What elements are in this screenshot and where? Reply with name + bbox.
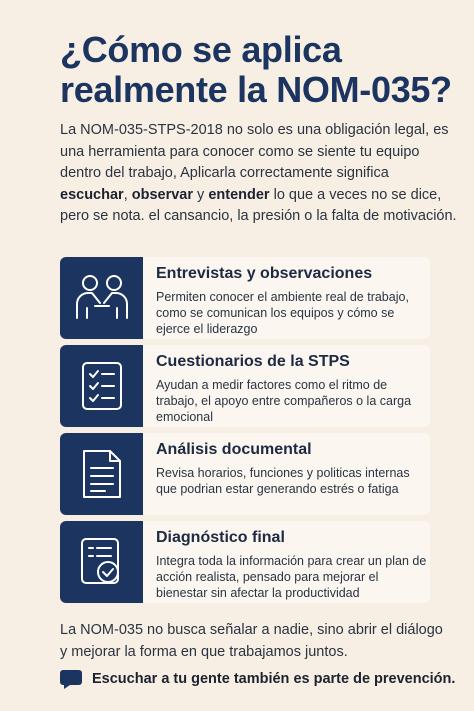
intro-text-1: La NOM-035-STPS-2018 no solo es una obligación legal, es una herramienta para conocer como se siente tu equipo dentro del trabajo, Aplicarla correctamente significa xyxy=(60,122,449,181)
intro-sep-1: , xyxy=(123,186,132,203)
card-description: Ayudan a medir factores como el ritmo de trabajo, el apoyo entre compañeros o la carga emocional xyxy=(156,378,412,424)
card-analisis xyxy=(60,433,430,515)
people-meeting-icon xyxy=(60,257,143,339)
card-title: Diagnóstico final xyxy=(156,529,285,546)
card-description: Revisa horarios, funciones y politicas internas que podrian estar generando estrés o fatiga xyxy=(156,466,410,496)
card-description: Integra toda la información para crear un plan de acción realista, pensado para mejorar el bienestar sin afectar la productividad xyxy=(156,554,427,600)
tagline xyxy=(60,668,470,690)
report-check-icon xyxy=(60,521,143,603)
intro-bold-escuchar: escuchar xyxy=(60,186,124,203)
intro-bold-observar: observar xyxy=(131,186,194,203)
tagline-text: Escuchar a tu gente también es parte de prevención. xyxy=(92,671,456,687)
card-title: Análisis documental xyxy=(156,441,312,458)
checklist-icon xyxy=(60,345,143,427)
chat-bubble-icon xyxy=(60,668,82,690)
card-title: Cuestionarios de la STPS xyxy=(156,353,350,370)
card-entrevistas xyxy=(60,257,430,339)
card-title: Entrevistas y observaciones xyxy=(156,265,373,282)
document-icon xyxy=(60,433,143,515)
intro-text-2: lo que a veces no se dice, pero se nota. el cansancio, la presión o la falta de motivación. xyxy=(60,186,457,224)
card-diagnostico xyxy=(60,521,430,603)
card-description: Permiten conocer el ambiente real de trabajo, como se comunican los equipos y cómo se ejerce el liderazgo xyxy=(156,290,409,336)
intro-bold-entender: entender xyxy=(208,186,270,203)
intro-sep-2: y xyxy=(193,186,209,203)
intro-paragraph xyxy=(60,120,460,228)
page-title: ¿Cómo se aplica realmente la NOM-035? xyxy=(60,29,452,110)
closing-paragraph: La NOM-035 no busca señalar a nadie, sino abrir el diálogo y mejorar la forma en que trabajamos juntos. xyxy=(60,622,443,660)
card-cuestionarios xyxy=(60,345,430,427)
